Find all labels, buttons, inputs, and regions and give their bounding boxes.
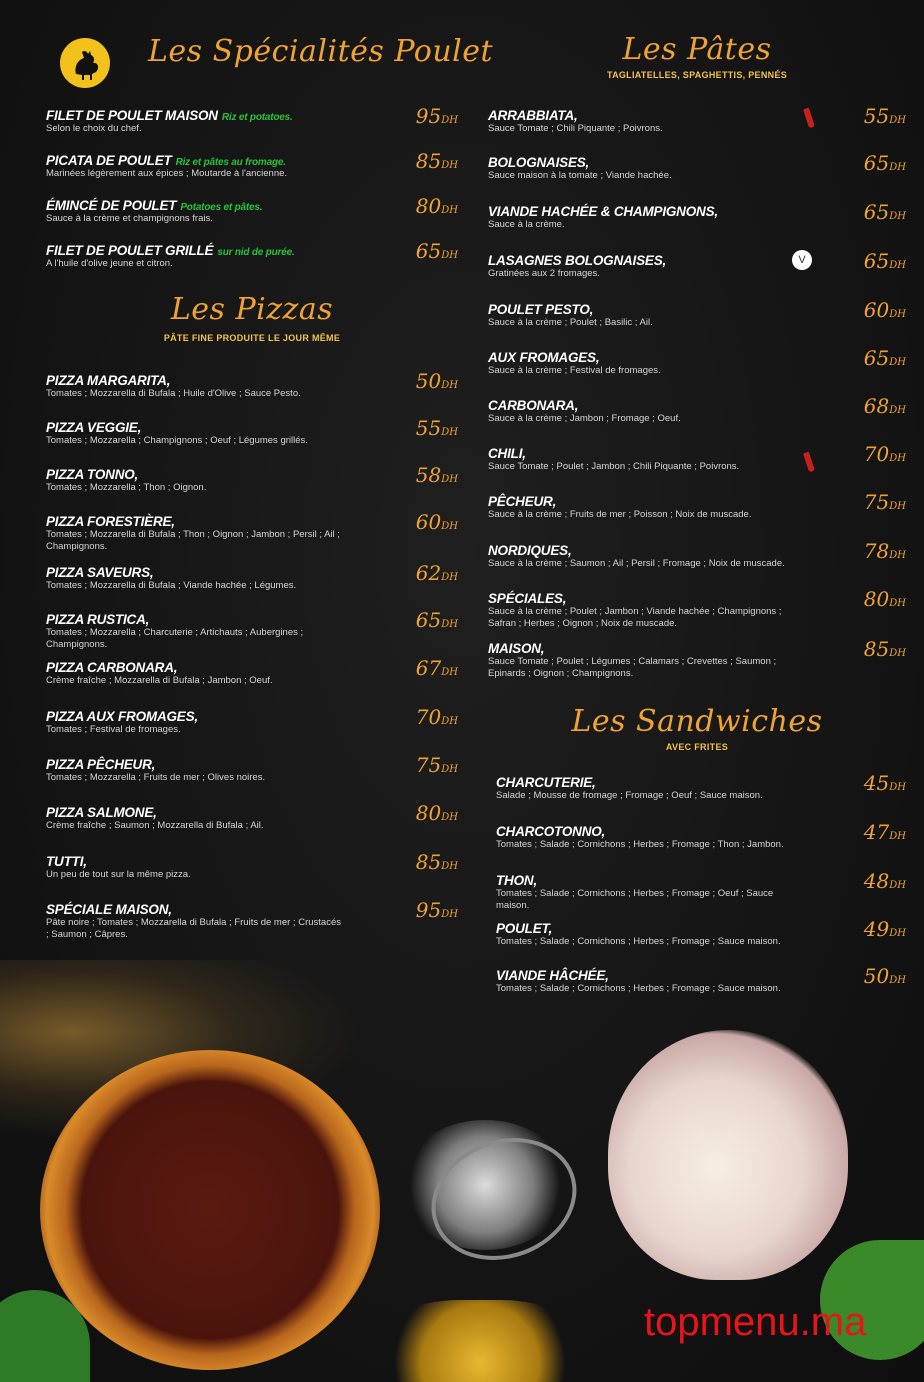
menu-item-name-text: NORDIQUES, <box>488 543 572 558</box>
menu-item <box>488 249 906 280</box>
menu-item <box>46 369 458 400</box>
menu-item <box>46 561 458 592</box>
menu-item-price <box>416 801 458 825</box>
menu-item-name <box>488 591 906 606</box>
menu-item-price <box>864 490 906 514</box>
price-unit: DH <box>441 861 458 872</box>
menu-item-name-text: THON, <box>496 873 537 888</box>
price-value: 50 <box>863 964 890 988</box>
price-value: 65 <box>863 200 890 224</box>
price-value: 78 <box>863 539 890 563</box>
price-value: 65 <box>863 151 890 175</box>
menu-item-name-text: FILET DE POULET GRILLÉ <box>46 243 214 258</box>
price-unit: DH <box>889 782 906 793</box>
price-unit: DH <box>441 205 458 216</box>
menu-item-name-text: PIZZA MARGARITA, <box>46 373 171 388</box>
menu-item <box>488 346 906 377</box>
price-unit: DH <box>441 380 458 391</box>
price-value: 65 <box>415 239 442 263</box>
menu-item <box>46 149 458 180</box>
menu-item-name <box>496 921 906 936</box>
menu-item-name <box>46 514 458 529</box>
menu-item <box>488 637 906 679</box>
section-title-pizzas: Les Pizzas <box>170 292 334 327</box>
menu-item-name-text: PIZZA SAVEURS, <box>46 565 154 580</box>
menu-item-price <box>416 104 458 128</box>
menu-item-price <box>416 416 458 440</box>
price-unit: DH <box>441 160 458 171</box>
price-value: 65 <box>863 346 890 370</box>
price-unit: DH <box>441 474 458 485</box>
menu-item-name-text: MAISON, <box>488 641 545 656</box>
menu-item-name-text: PIZZA SALMONE, <box>46 805 157 820</box>
menu-item-price <box>864 394 906 418</box>
price-value: 60 <box>415 510 442 534</box>
menu-item <box>46 416 458 447</box>
menu-item-name <box>488 543 906 558</box>
menu-item-price <box>416 194 458 218</box>
menu-item-name <box>46 902 458 917</box>
price-value: 70 <box>415 705 442 729</box>
menu-item-price <box>864 869 906 893</box>
section-subtitle-sandwiches: AVEC FRITES <box>665 742 729 752</box>
price-value: 50 <box>415 369 442 393</box>
price-unit: DH <box>889 162 906 173</box>
menu-item-name <box>488 398 906 413</box>
price-unit: DH <box>889 211 906 222</box>
price-value: 62 <box>415 561 442 585</box>
menu-item <box>46 239 458 270</box>
price-value: 67 <box>415 656 442 680</box>
price-unit: DH <box>441 250 458 261</box>
menu-item-name-text: CARBONARA, <box>488 398 579 413</box>
menu-item-name <box>488 253 906 268</box>
price-value: 80 <box>415 801 442 825</box>
section-title-pates: Les Pâtes <box>622 32 772 67</box>
menu-item-name-text: BOLOGNAISES, <box>488 155 590 170</box>
price-unit: DH <box>889 975 906 986</box>
menu-item-price <box>864 587 906 611</box>
menu-item-name <box>46 243 458 258</box>
price-unit: DH <box>441 572 458 583</box>
menu-item-description: Sauce à la crème ; Saumon ; Ail ; Persil ; Fromage ; Noix de muscade. <box>488 558 785 569</box>
menu-item-description: Sauce Tomate ; Chili Piquante ; Poivrons. <box>488 123 663 134</box>
menu-item-name <box>46 420 458 435</box>
menu-item-name <box>488 302 906 317</box>
menu-item-description: Selon le choix du chef. <box>46 123 142 134</box>
menu-item-name-text: PIZZA CARBONARA, <box>46 660 178 675</box>
price-value: 80 <box>863 587 890 611</box>
menu-item <box>46 898 458 940</box>
menu-item-description: Tomates ; Salade ; Cornichons ; Herbes ; Fromage ; Sauce maison. <box>496 983 781 994</box>
price-value: 75 <box>863 490 890 514</box>
oil-jar-image <box>380 1300 580 1382</box>
menu-item-name <box>46 153 458 168</box>
price-unit: DH <box>889 115 906 126</box>
menu-item-description: Sauce à la crème. <box>488 219 565 230</box>
menu-item-description: Sauce Tomate ; Poulet ; Légumes ; Calamars ; Crevettes ; Saumon ; Epinards ; Oignon ; Champignons. <box>488 656 777 679</box>
menu-item <box>46 705 458 736</box>
menu-item-description: Tomates ; Salade ; Cornichons ; Herbes ; Fromage ; Thon ; Jambon. <box>496 839 784 850</box>
menu-item-description: Tomates ; Mozzarella ; Charcuterie ; Artichauts ; Aubergines ; Champignons. <box>46 627 304 650</box>
menu-item <box>46 608 458 650</box>
menu-item-name <box>46 660 458 675</box>
price-value: 80 <box>415 194 442 218</box>
menu-item-description: Un peu de tout sur la même pizza. <box>46 869 191 880</box>
price-unit: DH <box>441 521 458 532</box>
menu-item <box>488 200 906 231</box>
menu-item-description: Tomates ; Festival de fromages. <box>46 724 181 735</box>
menu-item <box>488 442 906 473</box>
menu-item <box>46 850 458 881</box>
menu-item-price <box>416 898 458 922</box>
price-value: 95 <box>415 104 442 128</box>
price-value: 48 <box>863 869 890 893</box>
menu-item-name-text: CHARCOTONNO, <box>496 824 606 839</box>
menu-item <box>46 656 458 687</box>
price-unit: DH <box>889 648 906 659</box>
menu-item-description: Crème fraîche ; Saumon ; Mozzarella di Bufala ; Ail. <box>46 820 264 831</box>
menu-item-description: Sauce Tomate ; Poulet ; Jambon ; Chili Piquante ; Poivrons. <box>488 461 740 472</box>
menu-item-name-text: ARRABBIATA, <box>488 108 578 123</box>
menu-item <box>488 820 906 851</box>
menu-item <box>488 917 906 948</box>
menu-item-name-text: VIANDE HACHÉE & CHAMPIGNONS, <box>488 204 718 219</box>
menu-item-name <box>496 873 906 888</box>
menu-item-name-text: PIZZA PÊCHEUR, <box>46 757 156 772</box>
menu-item-name-text: CHILI, <box>488 446 526 461</box>
menu-item-price <box>864 442 906 466</box>
menu-item-description: Sauce à la crème ; Jambon ; Fromage ; Oeuf. <box>488 413 681 424</box>
price-value: 45 <box>863 771 890 795</box>
menu-item-name <box>46 373 458 388</box>
menu-item-note: Riz et potatoes. <box>221 112 293 123</box>
menu-item-name <box>46 854 458 869</box>
menu-item-description: Crème fraîche ; Mozzarella di Bufala ; Jambon ; Oeuf. <box>46 675 273 686</box>
section-title-poulet: Les Spécialités Poulet <box>148 34 494 69</box>
price-unit: DH <box>441 716 458 727</box>
menu-item-name <box>46 805 458 820</box>
menu-item-name-text: PIZZA FORESTIÈRE, <box>46 514 175 529</box>
menu-item-description: Sauce à la crème ; Poulet ; Basilic ; Ail. <box>488 317 653 328</box>
menu-item-name <box>488 108 906 123</box>
price-value: 68 <box>863 394 890 418</box>
menu-item-description: Tomates ; Mozzarella ; Fruits de mer ; Olives noires. <box>46 772 266 783</box>
menu-item <box>488 771 906 802</box>
menu-item-name-text: CHARCUTERIE, <box>496 775 596 790</box>
menu-item-price <box>864 637 906 661</box>
menu-item-note: Riz et pâtes au fromage. <box>175 157 286 168</box>
menu-item <box>46 194 458 225</box>
section-title-sandwiches: Les Sandwiches <box>571 704 823 739</box>
menu-item-description: Tomates ; Mozzarella di Bufala ; Thon ; Oignon ; Jambon ; Persil ; Ail ; Champignons. <box>46 529 340 552</box>
menu-item-name <box>488 204 906 219</box>
menu-item-name <box>46 757 458 772</box>
price-unit: DH <box>889 880 906 891</box>
menu-item <box>488 587 906 629</box>
menu-item-price <box>864 151 906 175</box>
menu-item <box>488 104 906 135</box>
rooster-icon <box>60 38 110 88</box>
price-value: 60 <box>863 298 890 322</box>
menu-item-price <box>864 539 906 563</box>
menu-item-name <box>488 641 906 656</box>
price-value: 47 <box>863 820 890 844</box>
menu-item-note: sur nid de purée. <box>217 247 295 258</box>
menu-item-name-text: VIANDE HÂCHÉE, <box>496 968 609 983</box>
menu-item <box>488 151 906 182</box>
paprika-bowl-image <box>40 1050 380 1370</box>
menu-item <box>46 104 458 135</box>
menu-item-price <box>864 104 906 128</box>
menu-item-price <box>864 200 906 224</box>
menu-item <box>46 463 458 494</box>
section-subtitle-pizzas: PÂTE FINE PRODUITE LE JOUR MÊME <box>163 333 341 343</box>
menu-item-description: Pâte noire ; Tomates ; Mozzarella di Bufala ; Fruits de mer ; Crustacés ; Saumon ; Câpres. <box>46 917 341 940</box>
price-unit: DH <box>441 909 458 920</box>
menu-item-description: Marinées légèrement aux épices ; Moutarde à l'ancienne. <box>46 168 288 179</box>
menu-item-name <box>488 155 906 170</box>
menu-item-description: Sauce maison à la tomate ; Viande hachée. <box>488 170 672 181</box>
menu-item-price <box>416 239 458 263</box>
menu-item-name <box>496 775 906 790</box>
menu-item-description: Tomates ; Salade ; Cornichons ; Herbes ; Fromage ; Oeuf ; Sauce maison. <box>496 888 774 911</box>
watermark: topmenu.ma <box>644 1300 867 1344</box>
price-unit: DH <box>441 619 458 630</box>
menu-item-description: Tomates ; Mozzarella di Bufala ; Huile d'Olive ; Sauce Pesto. <box>46 388 301 399</box>
menu-item-price <box>416 753 458 777</box>
menu-item <box>488 490 906 521</box>
menu-item <box>46 753 458 784</box>
menu-item-price <box>864 298 906 322</box>
section-subtitle-pates: TAGLIATELLES, SPAGHETTIS, PENNÉS <box>606 70 788 80</box>
menu-item <box>488 298 906 329</box>
price-unit: DH <box>441 812 458 823</box>
menu-item-name-text: PICATA DE POULET <box>46 153 172 168</box>
menu-item-description: Tomates ; Mozzarella ; Thon ; Oignon. <box>46 482 207 493</box>
menu-item-price <box>416 850 458 874</box>
price-value: 55 <box>415 416 442 440</box>
menu-item-name-text: TUTTI, <box>46 854 87 869</box>
menu-item-description: Gratinées aux 2 fromages. <box>488 268 600 279</box>
price-unit: DH <box>889 928 906 939</box>
menu-item <box>488 869 906 911</box>
menu-item-price <box>416 369 458 393</box>
menu-item-price <box>416 561 458 585</box>
menu-item-description: Sauce à la crème et champignons frais. <box>46 213 213 224</box>
menu-item-name-text: POULET PESTO, <box>488 302 594 317</box>
menu-item-description: Tomates ; Salade ; Cornichons ; Herbes ; Fromage ; Sauce maison. <box>496 936 781 947</box>
menu-item-price <box>864 346 906 370</box>
menu-item-name <box>46 467 458 482</box>
menu-item-price <box>864 820 906 844</box>
menu-item-description: A l'huile d'olive jeune et citron. <box>46 258 173 269</box>
menu-item-price <box>416 149 458 173</box>
vegetarian-icon: V <box>792 250 812 270</box>
menu-item-description: Tomates ; Mozzarella di Bufala ; Viande hachée ; Légumes. <box>46 580 297 591</box>
price-unit: DH <box>889 550 906 561</box>
menu-item-name <box>46 108 458 123</box>
menu-item-description: Sauce à la crème ; Fruits de mer ; Poisson ; Noix de muscade. <box>488 509 752 520</box>
menu-item-price <box>416 463 458 487</box>
menu-item-name <box>496 968 906 983</box>
menu-item-price <box>864 249 906 273</box>
menu-item-name-text: PIZZA VEGGIE, <box>46 420 142 435</box>
menu-item <box>488 539 906 570</box>
price-unit: DH <box>889 405 906 416</box>
price-value: 65 <box>863 249 890 273</box>
price-value: 55 <box>863 104 890 128</box>
menu-item-name <box>46 198 458 213</box>
menu-item-name-text: PIZZA TONNO, <box>46 467 139 482</box>
menu-item-price <box>416 656 458 680</box>
price-unit: DH <box>889 260 906 271</box>
price-unit: DH <box>889 309 906 320</box>
menu-item-name <box>46 612 458 627</box>
price-value: 95 <box>415 898 442 922</box>
price-unit: DH <box>889 831 906 842</box>
menu-item-name <box>488 350 906 365</box>
price-value: 49 <box>863 917 890 941</box>
menu-item-description: Sauce à la crème ; Poulet ; Jambon ; Viande hachée ; Champignons ; Safran ; Herbes ; Oignon ; Noix de muscade. <box>488 606 782 629</box>
menu-item-name <box>496 824 906 839</box>
menu-item-price <box>416 510 458 534</box>
menu-item-price <box>416 705 458 729</box>
menu-item-name-text: FILET DE POULET MAISON <box>46 108 218 123</box>
menu-item-description: Sauce à la crème ; Festival de fromages. <box>488 365 661 376</box>
menu-item-price <box>864 964 906 988</box>
menu-item-name-text: SPÉCIALE MAISON, <box>46 902 172 917</box>
menu-item-name-text: PIZZA AUX FROMAGES, <box>46 709 198 724</box>
garlic-image <box>608 1030 848 1280</box>
price-value: 70 <box>863 442 890 466</box>
price-unit: DH <box>441 667 458 678</box>
price-value: 85 <box>863 637 890 661</box>
menu-item-name-text: AUX FROMAGES, <box>488 350 600 365</box>
menu-item <box>488 964 906 995</box>
menu-item-name <box>488 494 906 509</box>
price-unit: DH <box>441 427 458 438</box>
menu-item-name-text: PIZZA RUSTICA, <box>46 612 150 627</box>
menu-item-note: Potatoes et pâtes. <box>180 202 263 213</box>
price-value: 85 <box>415 850 442 874</box>
menu-item-name <box>488 446 906 461</box>
menu-item <box>488 394 906 425</box>
price-value: 58 <box>415 463 442 487</box>
menu-item-name <box>46 709 458 724</box>
menu-item <box>46 801 458 832</box>
price-value: 65 <box>415 608 442 632</box>
menu-item-price <box>864 917 906 941</box>
menu-item-name-text: POULET, <box>496 921 553 936</box>
menu-item-description: Tomates ; Mozzarella ; Champignons ; Oeuf ; Légumes grillés. <box>46 435 308 446</box>
price-value: 75 <box>415 753 442 777</box>
price-value: 85 <box>415 149 442 173</box>
price-unit: DH <box>889 501 906 512</box>
menu-item-description: Salade ; Mousse de fromage ; Fromage ; Oeuf ; Sauce maison. <box>496 790 763 801</box>
menu-item <box>46 510 458 552</box>
menu-item-name-text: SPÉCIALES, <box>488 591 567 606</box>
price-unit: DH <box>441 115 458 126</box>
menu-item-name-text: LASAGNES BOLOGNAISES, <box>488 253 667 268</box>
price-unit: DH <box>441 764 458 775</box>
price-unit: DH <box>889 357 906 368</box>
menu-item-name-text: PÊCHEUR, <box>488 494 557 509</box>
menu-item-name <box>46 565 458 580</box>
menu-item-name-text: ÉMINCÉ DE POULET <box>46 198 177 213</box>
menu-item-price <box>416 608 458 632</box>
menu-item-price <box>864 771 906 795</box>
price-unit: DH <box>889 453 906 464</box>
price-unit: DH <box>889 598 906 609</box>
